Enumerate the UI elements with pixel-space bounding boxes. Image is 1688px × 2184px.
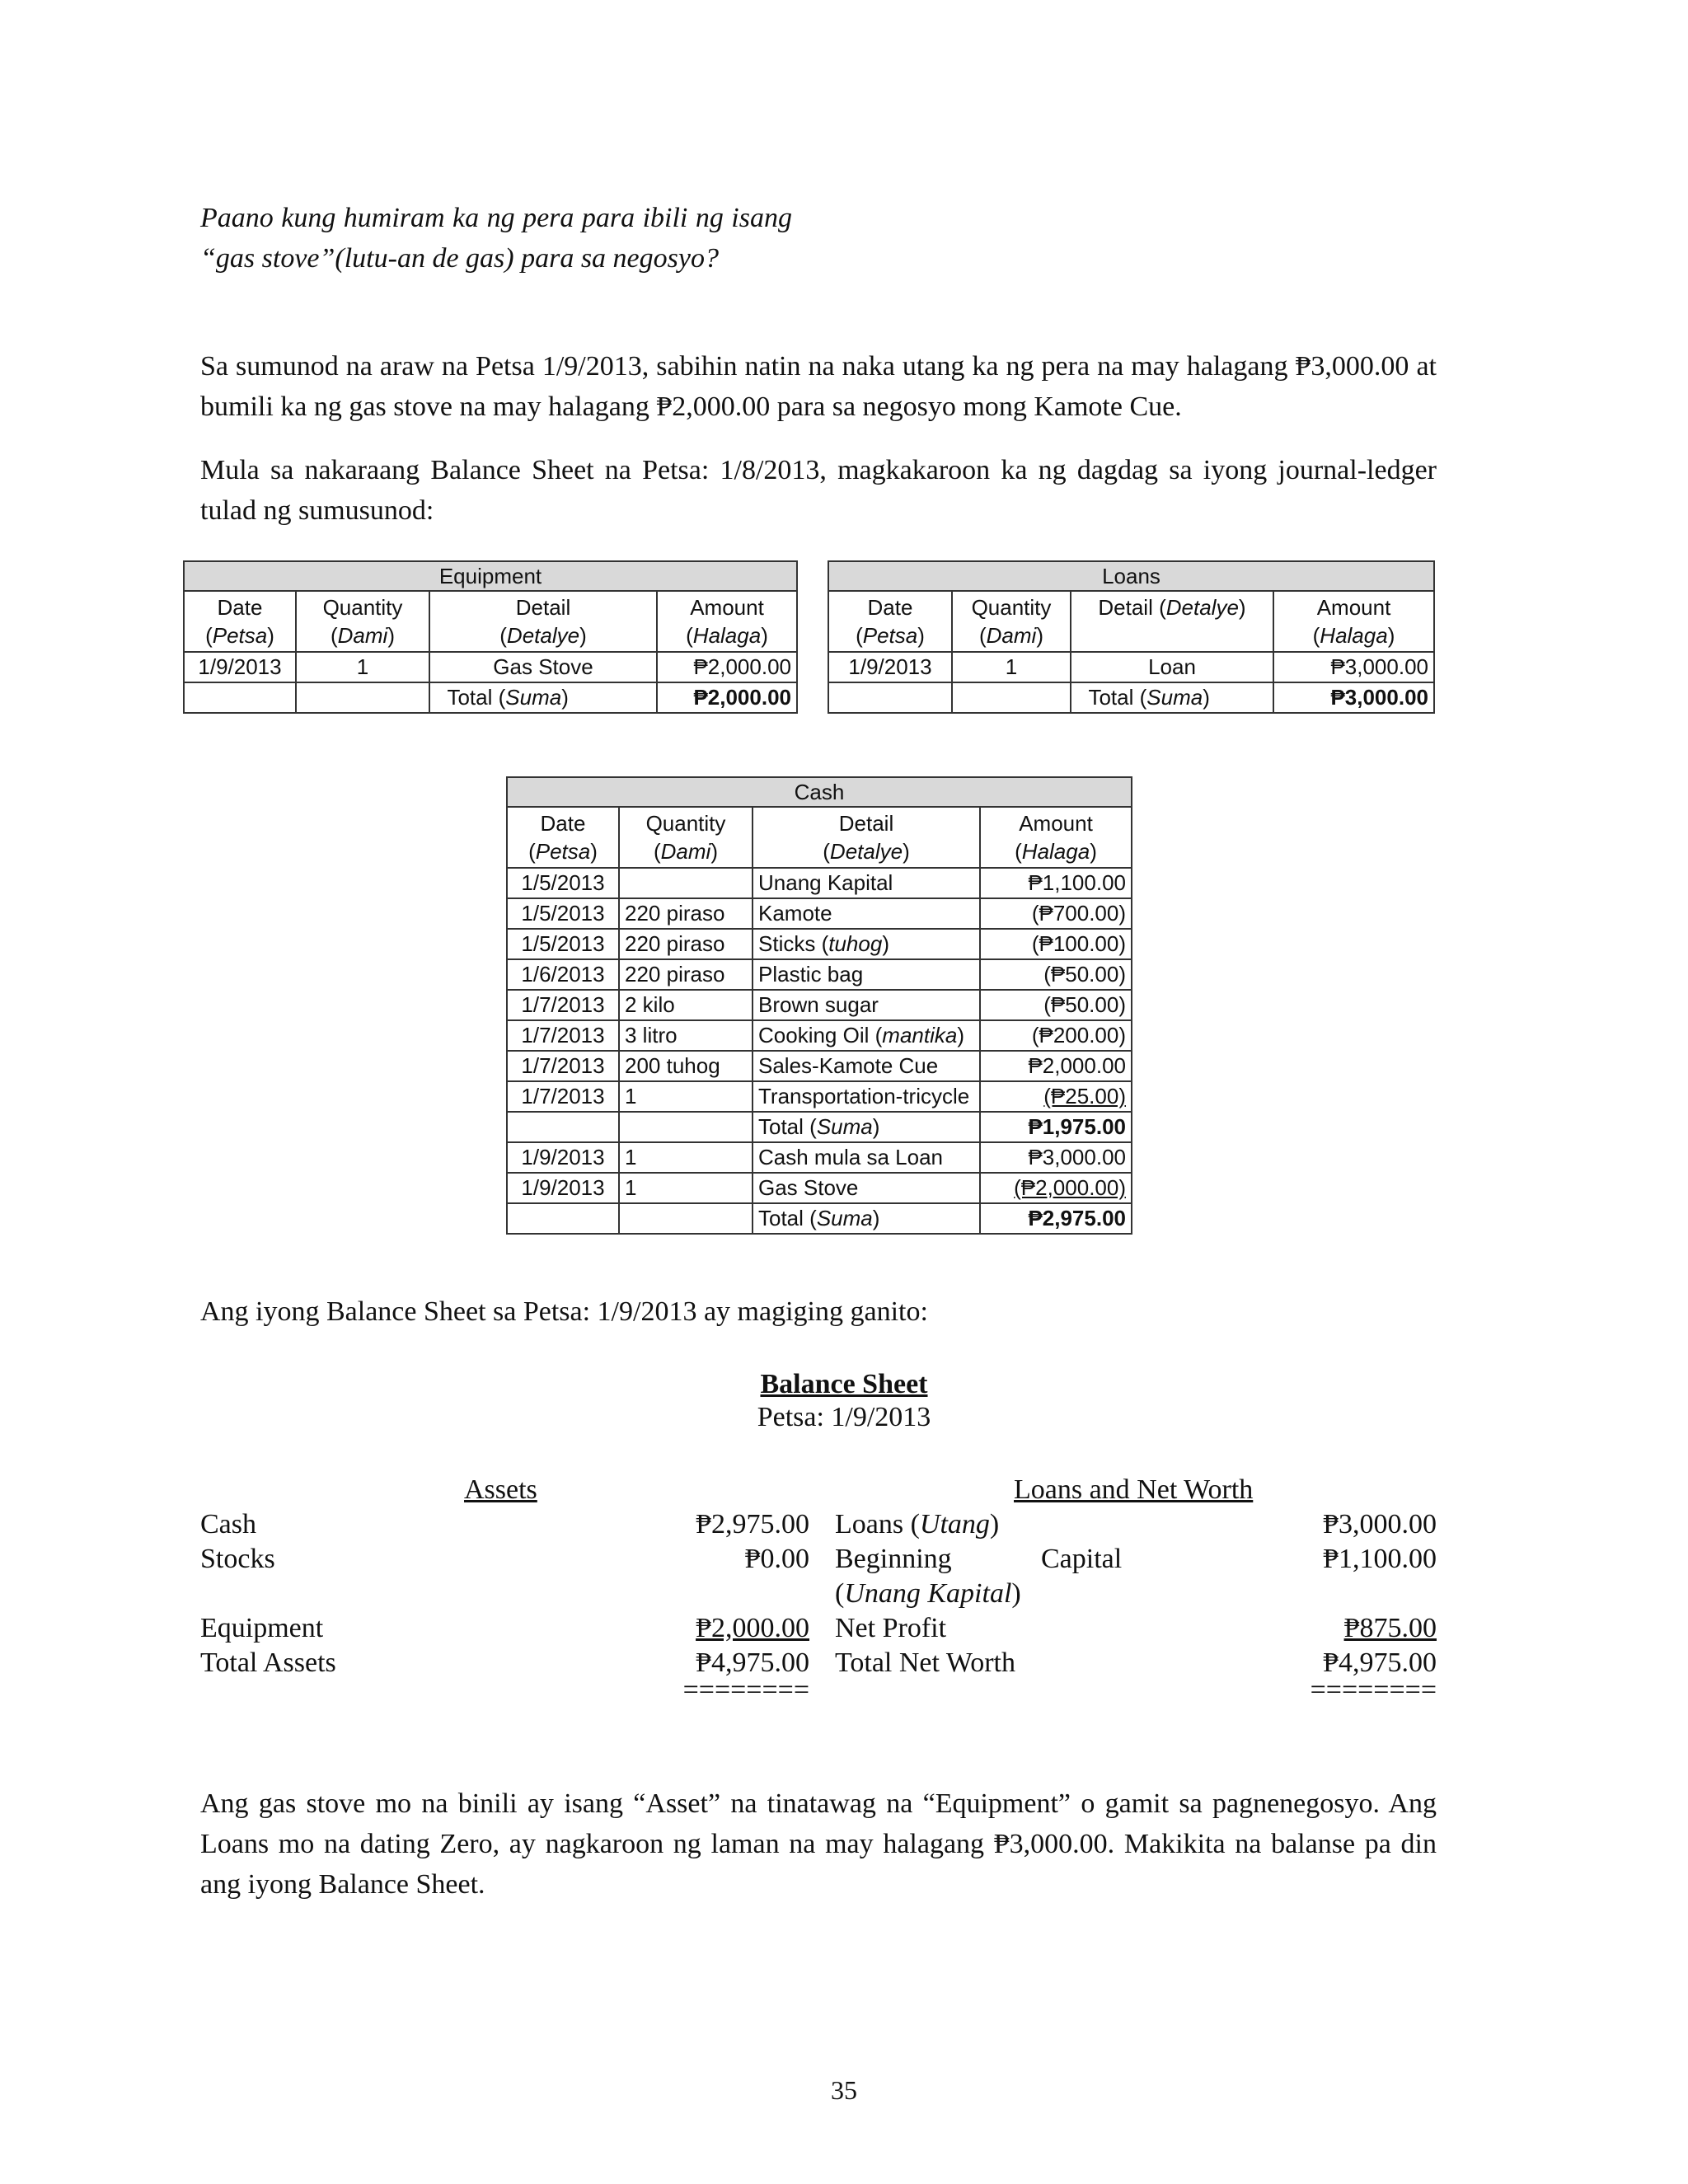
header-date: Date (Petsa) xyxy=(828,591,952,652)
net-profit-value: ₱875.00 xyxy=(1343,1613,1437,1643)
cash-title: Cash xyxy=(507,777,1132,807)
paragraph-1: Sa sumunod na araw na Petsa 1/9/2013, sabihin natin na naka utang ka ng pera na may halagang ₱3,000.00 at bumili ka ng gas stove na may halagang ₱2,000.00 para sa negosyo mong Kamote Cue. xyxy=(200,351,1437,422)
question-text: Paano kung humiram ka ng pera para ibili ng isang “gas stove”(lutu-an de gas) para sa negosyo? xyxy=(200,203,792,274)
header-quantity: Quantity (Dami) xyxy=(619,807,753,868)
assets-header: Assets xyxy=(464,1474,537,1505)
capital-label-2: Capital xyxy=(1041,1544,1123,1574)
cash-table xyxy=(506,776,1132,1235)
header-detail: Detail (Detalye) xyxy=(429,591,657,652)
balance-sheet-date: Petsa: 1/9/2013 xyxy=(757,1402,931,1432)
header-detail: Detail (Detalye) xyxy=(753,807,980,868)
total-net-worth-value: ₱4,975.00 xyxy=(1323,1647,1437,1678)
asset-stocks-label: Stocks xyxy=(200,1544,275,1574)
loans-title: Loans xyxy=(828,561,1434,591)
cell-date: 1/9/2013 xyxy=(184,652,296,682)
balance-sheet-title: Balance Sheet xyxy=(760,1369,928,1399)
table-row: 1/7/2013 3 litro Cooking Oil (mantika) (₱200.00) xyxy=(507,1020,1132,1051)
asset-equipment-value: ₱2,000.00 xyxy=(696,1613,809,1643)
header-date: Date (Petsa) xyxy=(184,591,296,652)
paragraph-3: Ang gas stove mo na binili ay isang “Asset” na tinatawag na “Equipment” o gamit sa pagnenegosyo. Ang Loans mo na dating Zero, ay nagkaroon ng laman na may halagang ₱3,000.00. Makikita na balanse pa din ang iyong Balance Sheet. xyxy=(200,1788,1437,1900)
total-row xyxy=(184,682,797,713)
total-assets-value: ₱4,975.00 xyxy=(696,1647,809,1678)
asset-equipment-label: Equipment xyxy=(200,1613,324,1643)
equipment-title: Equipment xyxy=(184,561,797,591)
loans-label: Loans (Utang) xyxy=(835,1509,1000,1540)
total-net-worth-label: Total Net Worth xyxy=(835,1647,1015,1678)
table-row: 1/5/2013 220 piraso Sticks (tuhog) (₱100.00) xyxy=(507,929,1132,959)
net-profit-label: Net Profit xyxy=(835,1613,947,1643)
capital-label: Beginning xyxy=(835,1544,952,1574)
header-amount: Amount (Halaga) xyxy=(980,807,1132,868)
cell-amount: ₱2,000.00 xyxy=(657,652,797,682)
total-amount: ₱2,000.00 xyxy=(657,682,797,713)
table-row: 1/6/2013 220 piraso Plastic bag (₱50.00) xyxy=(507,959,1132,990)
header-amount: Amount (Halaga) xyxy=(1273,591,1434,652)
asset-stocks-value: ₱0.00 xyxy=(744,1544,809,1574)
total-row xyxy=(828,682,1434,713)
cell-quantity: 1 xyxy=(296,652,429,682)
asset-cash-label: Cash xyxy=(200,1509,256,1540)
liabilities-header: Loans and Net Worth xyxy=(1014,1474,1254,1505)
cell-quantity: 1 xyxy=(952,652,1071,682)
page-number: 35 xyxy=(831,2075,857,2105)
table-row: 1/7/2013 200 tuhog Sales-Kamote Cue ₱2,000.00 xyxy=(507,1051,1132,1081)
cell-detail: Loan xyxy=(1071,652,1273,682)
loans-value: ₱3,000.00 xyxy=(1323,1509,1437,1540)
header-quantity: Quantity (Dami) xyxy=(952,591,1071,652)
networth-double-rule: ======== xyxy=(1310,1675,1437,1705)
cell-date: 1/9/2013 xyxy=(828,652,952,682)
table-row xyxy=(828,652,1434,682)
header-date: Date (Petsa) xyxy=(507,807,619,868)
balance-sheet-intro: Ang iyong Balance Sheet sa Petsa: 1/9/2013 ay magiging ganito: xyxy=(200,1296,928,1327)
paragraph-2: Mula sa nakaraang Balance Sheet na Petsa: 1/8/2013, magkakaroon ka ng dagdag sa iyong journal-ledger tulad ng sumusunod: xyxy=(200,455,1437,526)
table-row: 1/7/2013 2 kilo Brown sugar (₱50.00) xyxy=(507,990,1132,1020)
total-label: Total (Suma) xyxy=(429,682,657,713)
equipment-table xyxy=(183,560,798,714)
total-amount: ₱3,000.00 xyxy=(1273,682,1434,713)
header-amount: Amount (Halaga) xyxy=(657,591,797,652)
assets-double-rule: ======== xyxy=(682,1675,809,1705)
header-quantity: Quantity (Dami) xyxy=(296,591,429,652)
total-assets-label: Total Assets xyxy=(200,1647,336,1678)
capital-sub-label: (Unang Kapital) xyxy=(835,1578,1021,1609)
table-row: 1/5/2013 Unang Kapital ₱1,100.00 xyxy=(507,868,1132,898)
header-detail: Detail (Detalye) xyxy=(1071,591,1273,652)
table-row xyxy=(184,652,797,682)
table-row: 1/5/2013 220 piraso Kamote (₱700.00) xyxy=(507,898,1132,929)
table-row: 1/9/2013 1 Cash mula sa Loan ₱3,000.00 xyxy=(507,1142,1132,1173)
table-row: 1/7/2013 1 Transportation-tricycle (₱25.00) xyxy=(507,1081,1132,1112)
cell-detail: Gas Stove xyxy=(429,652,657,682)
cell-amount: ₱3,000.00 xyxy=(1273,652,1434,682)
capital-value: ₱1,100.00 xyxy=(1323,1544,1437,1574)
subtotal-row: Total (Suma) ₱1,975.00 xyxy=(507,1112,1132,1142)
asset-cash-value: ₱2,975.00 xyxy=(696,1509,809,1540)
loans-table xyxy=(828,560,1435,714)
total-label: Total (Suma) xyxy=(1071,682,1273,713)
total-row: Total (Suma) ₱2,975.00 xyxy=(507,1203,1132,1234)
table-row: 1/9/2013 1 Gas Stove (₱2,000.00) xyxy=(507,1173,1132,1203)
